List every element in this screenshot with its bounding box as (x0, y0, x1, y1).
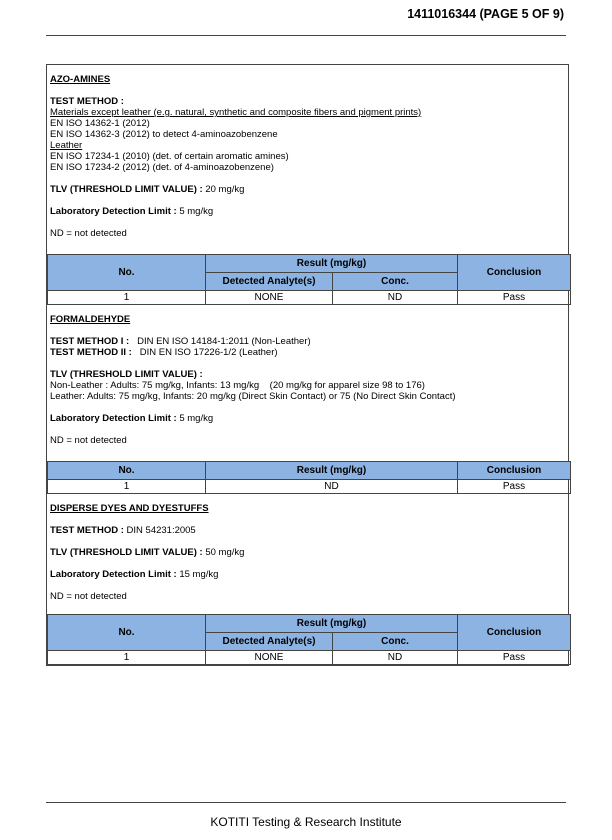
col-no: No. (48, 255, 206, 291)
tlv-line (50, 184, 568, 195)
formaldehyde-section (47, 305, 568, 461)
tlv-line (50, 547, 568, 558)
test-method-2-label: TEST METHOD II : (50, 347, 132, 358)
method-line: EN ISO 17234-1 (2010) (det. of certain aromatic amines) (50, 151, 289, 162)
detection-limit-label: Laboratory Detection Limit : (50, 206, 177, 217)
cell-no: 1 (48, 480, 206, 494)
test-method-1-value: DIN EN ISO 14184-1:2011 (Non-Leather) (129, 336, 311, 347)
col-no: No. (48, 615, 206, 651)
cell-conc: ND (333, 291, 458, 305)
test-method-value: DIN 54231:2005 (123, 525, 196, 536)
cell-no: 1 (48, 291, 206, 305)
tlv-line: Non-Leather : Adults: 75 mg/kg, Infants: 13 mg/kg (20 mg/kg for apparel size 98 to 176) (50, 380, 425, 391)
col-result: Result (mg/kg) (206, 462, 458, 480)
section-title: AZO-AMINES (50, 74, 111, 85)
col-detected-analyte: Detected Analyte(s) (206, 273, 333, 291)
cell-analyte: NONE (206, 291, 333, 305)
cell-no: 1 (48, 651, 206, 665)
detection-limit-line (50, 569, 568, 580)
footer-divider (46, 802, 566, 803)
col-conclusion: Conclusion (458, 462, 571, 480)
method-line: Leather (50, 140, 83, 151)
cell-result: ND (206, 480, 458, 494)
test-method-label: TEST METHOD : (50, 96, 124, 107)
azo-section (47, 65, 568, 254)
section-title: FORMALDEHYDE (50, 314, 131, 325)
col-result: Result (mg/kg) (206, 255, 458, 273)
method-line: EN ISO 14362-1 (2012) (50, 118, 150, 129)
detection-limit-label: Laboratory Detection Limit : (50, 569, 177, 580)
tlv-label: TLV (THRESHOLD LIMIT VALUE) : (50, 369, 203, 380)
cell-conclusion: Pass (458, 480, 571, 494)
test-method-1 (50, 336, 568, 347)
azo-result-table (47, 254, 571, 305)
cell-conclusion: Pass (458, 651, 571, 665)
cell-conc: ND (333, 651, 458, 665)
cell-analyte: NONE (206, 651, 333, 665)
detection-limit-value: 15 mg/kg (176, 569, 219, 580)
detection-limit-line (50, 413, 568, 424)
method-line: EN ISO 17234-2 (2012) (det. of 4-aminoazobenzene) (50, 162, 274, 173)
detection-limit-value: 5 mg/kg (176, 206, 214, 217)
header-divider (46, 35, 566, 36)
nd-note: ND = not detected (50, 591, 127, 602)
test-method-1-label: TEST METHOD I : (50, 336, 130, 347)
col-result: Result (mg/kg) (206, 615, 458, 633)
col-conclusion: Conclusion (458, 615, 571, 651)
detection-limit-value: 5 mg/kg (176, 413, 214, 424)
col-no: No. (48, 462, 206, 480)
formaldehyde-result-table (47, 461, 571, 494)
nd-note: ND = not detected (50, 228, 127, 239)
table-row (48, 651, 571, 665)
method-line: EN ISO 14362-3 (2012) to detect 4-aminoazobenzene (50, 129, 278, 140)
disperse-result-table (47, 614, 571, 665)
disperse-dyes-section (47, 494, 568, 614)
test-method-2-value: DIN EN ISO 17226-1/2 (Leather) (131, 347, 278, 358)
report-body (46, 64, 569, 666)
table-row (48, 291, 571, 305)
cell-conclusion: Pass (458, 291, 571, 305)
method-line: Materials except leather (e.g. natural, synthetic and composite fibers and pigment prints) (50, 107, 422, 118)
tlv-value: 50 mg/kg (202, 547, 245, 558)
footer-institute: KOTITI Testing & Research Institute (210, 815, 402, 829)
table-row (48, 480, 571, 494)
col-conc: Conc. (333, 273, 458, 291)
test-method-2 (50, 347, 568, 358)
tlv-label: TLV (THRESHOLD LIMIT VALUE) : (50, 547, 203, 558)
tlv-value: 20 mg/kg (202, 184, 245, 195)
col-detected-analyte: Detected Analyte(s) (206, 633, 333, 651)
detection-limit-line (50, 206, 568, 217)
report-id: 1411016344 (PAGE 5 OF 9) (407, 7, 564, 21)
nd-note: ND = not detected (50, 435, 127, 446)
tlv-label: TLV (THRESHOLD LIMIT VALUE) : (50, 184, 203, 195)
detection-limit-label: Laboratory Detection Limit : (50, 413, 177, 424)
col-conc: Conc. (333, 633, 458, 651)
col-conclusion: Conclusion (458, 255, 571, 291)
tlv-line: Leather: Adults: 75 mg/kg, Infants: 20 mg/kg (Direct Skin Contact) or 75 (No Direct Skin Contact) (50, 391, 456, 402)
section-title: DISPERSE DYES AND DYESTUFFS (50, 503, 209, 514)
test-method-label: TEST METHOD : (50, 525, 124, 536)
test-method-line (50, 525, 568, 536)
